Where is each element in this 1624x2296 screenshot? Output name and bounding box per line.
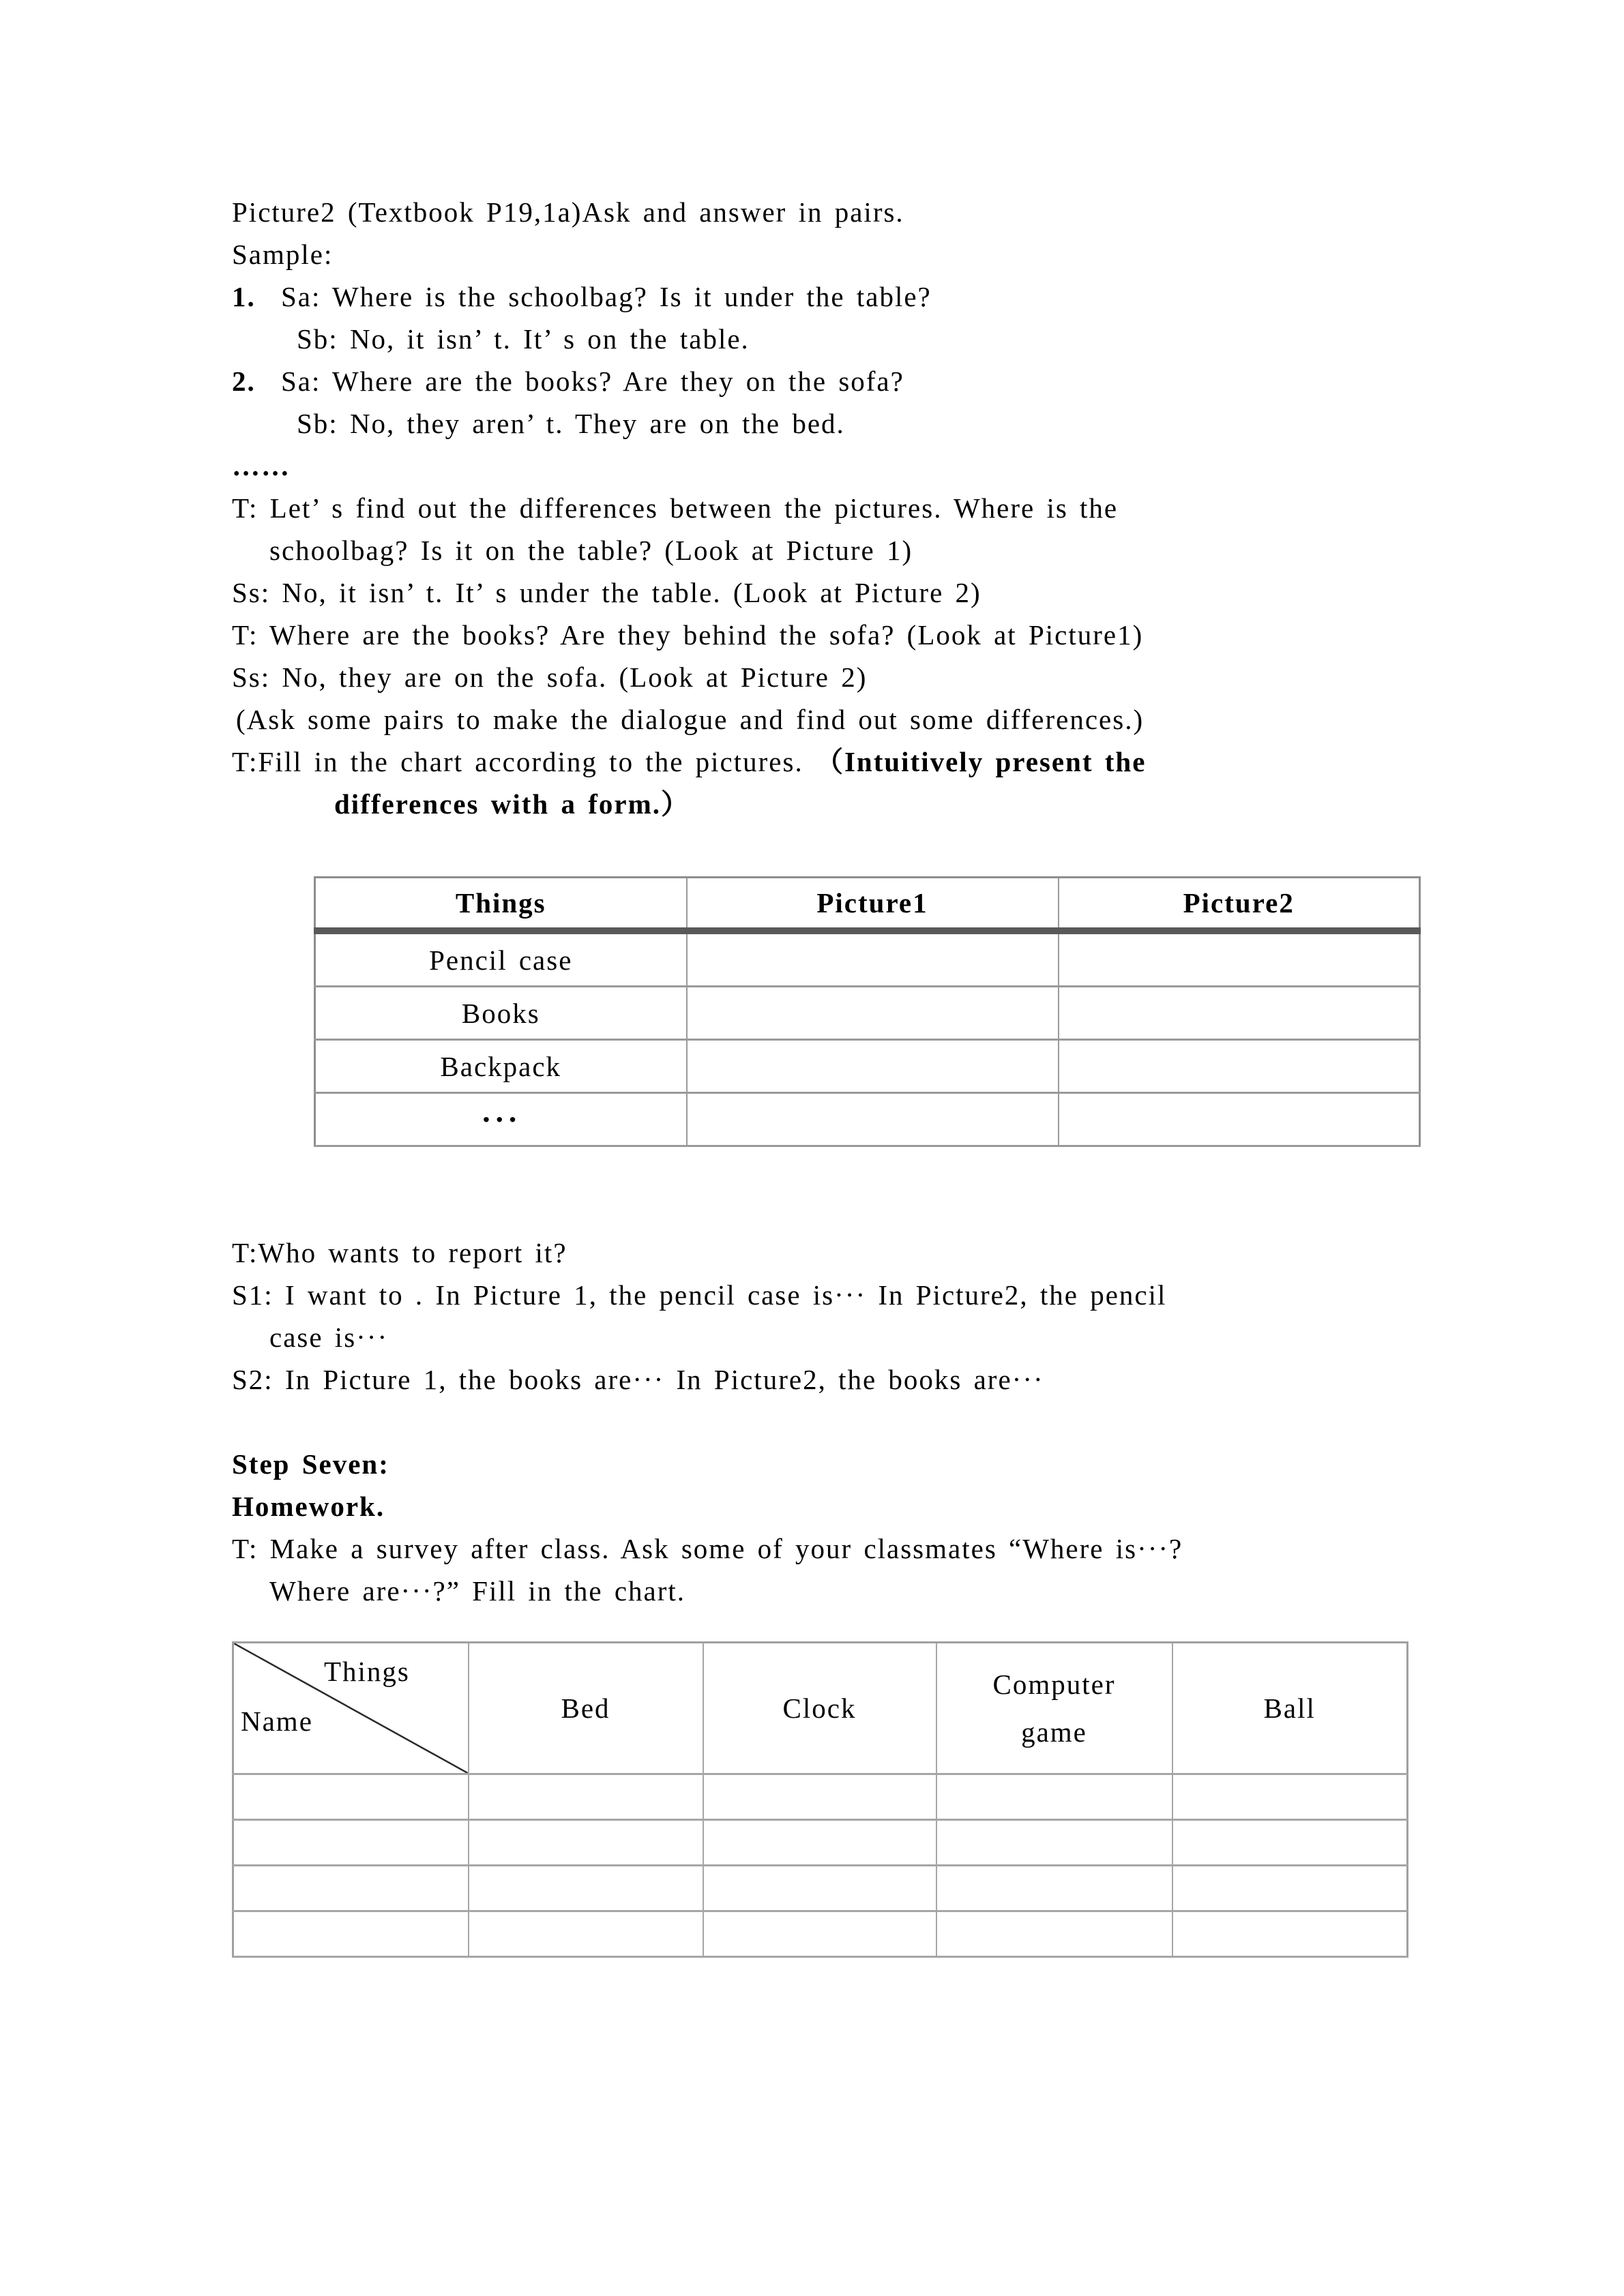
ellipsis-line: …… <box>232 450 291 481</box>
empty-cell <box>1172 1820 1408 1866</box>
dialogue-t1-line2: schoolbag? Is it on the table? (Look at Picture 1) <box>269 535 913 566</box>
table-row <box>233 1911 1408 1957</box>
thing-label-backpack: Backpack <box>315 1040 687 1093</box>
dialogue-ss2: Ss: No, they are on the sofa. (Look at Picture 2) <box>232 661 868 693</box>
dialogue-t1-line1: T: Let’ s find out the differences between the pictures. Where is the <box>232 492 1119 524</box>
empty-cell <box>936 1820 1172 1866</box>
dialogue-ss1: Ss: No, it isn’ t. It’ s under the table. (Look at Picture 2) <box>232 577 981 608</box>
table-row <box>315 1040 1420 1093</box>
report-s2-line: S2: In Picture 1, the books are··· In Picture2, the books are··· <box>232 1364 1044 1395</box>
dialogue-note: (Ask some pairs to make the dialogue and find out some differences.) <box>236 704 1145 735</box>
sample-item-2-sa <box>232 360 1460 402</box>
empty-cell <box>703 1911 936 1957</box>
empty-cell <box>687 1093 1059 1146</box>
table-row <box>233 1774 1408 1820</box>
col-header-clock: Clock <box>703 1643 936 1774</box>
survey-table-header-row <box>233 1643 1408 1774</box>
empty-cell <box>1059 931 1420 987</box>
fill-chart-line1 <box>232 741 1460 783</box>
thing-label-ellipsis: ··· <box>315 1093 687 1146</box>
empty-cell <box>703 1866 936 1911</box>
empty-cell <box>1059 1093 1420 1146</box>
homework-line2: Where are···?” Fill in the chart. <box>269 1575 686 1607</box>
empty-cell <box>233 1911 469 1957</box>
sample-label: Sample: <box>232 239 334 270</box>
col-header-picture2: Picture2 <box>1059 878 1420 931</box>
empty-cell <box>687 987 1059 1040</box>
thing-label-books: Books <box>315 987 687 1040</box>
table-row <box>315 931 1420 987</box>
report-teacher-line: T:Who wants to report it? <box>232 1237 567 1268</box>
list-number: 1. <box>232 281 256 312</box>
empty-cell <box>703 1820 936 1866</box>
list-number: 2. <box>232 366 256 397</box>
fill-chart-bold: （Intuitively present the <box>814 746 1147 777</box>
homework-heading: Homework. <box>232 1491 385 1522</box>
sample-item-2-sb: Sb: No, they aren’ t. They are on the bed. <box>297 408 845 439</box>
col-header-bed: Bed <box>469 1643 703 1774</box>
empty-cell <box>233 1774 469 1820</box>
table-row <box>233 1820 1408 1866</box>
intro-title-line: Picture2 (Textbook P19,1a)Ask and answer in pairs. <box>232 196 904 228</box>
empty-cell <box>469 1911 703 1957</box>
empty-cell <box>936 1774 1172 1820</box>
empty-cell <box>687 1040 1059 1093</box>
step-seven-heading: Step Seven: <box>232 1448 389 1480</box>
col-header-picture1: Picture1 <box>687 878 1059 931</box>
empty-cell <box>1172 1866 1408 1911</box>
empty-cell <box>1059 987 1420 1040</box>
blank-line <box>232 1401 1460 1443</box>
col-header-ball: Ball <box>1172 1643 1408 1774</box>
report-s1-line1: S1: I want to . In Picture 1, the pencil case is··· In Picture2, the pencil <box>232 1279 1167 1311</box>
differences-table-header-row <box>315 878 1420 931</box>
table-row <box>315 987 1420 1040</box>
empty-cell <box>936 1866 1172 1911</box>
corner-header-cell <box>233 1643 469 1774</box>
survey-table <box>232 1641 1408 1958</box>
corner-label-things: Things <box>324 1656 410 1687</box>
empty-cell <box>469 1774 703 1820</box>
empty-cell <box>233 1866 469 1911</box>
empty-cell <box>469 1820 703 1866</box>
thing-label-pencil-case: Pencil case <box>315 931 687 987</box>
fill-chart-regular: T:Fill in the chart according to the pictures. <box>232 746 815 777</box>
table-row <box>315 1093 1420 1146</box>
homework-line1: T: Make a survey after class. Ask some of your classmates “Where is···? <box>232 1533 1183 1564</box>
sample-item-1-sa-text: Sa: Where is the schoolbag? Is it under the table? <box>281 281 932 312</box>
dialogue-t2: T: Where are the books? Are they behind the sofa? (Look at Picture1) <box>232 619 1144 651</box>
empty-cell <box>233 1820 469 1866</box>
report-s1-line2: case is··· <box>269 1322 389 1353</box>
empty-cell <box>469 1866 703 1911</box>
empty-cell <box>936 1911 1172 1957</box>
empty-cell <box>687 931 1059 987</box>
empty-cell <box>1172 1911 1408 1957</box>
sample-item-1-sb: Sb: No, it isn’ t. It’ s on the table. <box>297 323 750 355</box>
empty-cell <box>1059 1040 1420 1093</box>
empty-cell <box>1172 1774 1408 1820</box>
fill-chart-line2: differences with a form.） <box>334 788 690 820</box>
col-header-computer-game: Computer game <box>936 1643 1172 1774</box>
sample-item-1-sa <box>232 275 1460 318</box>
corner-label-name: Name <box>241 1705 313 1737</box>
empty-cell <box>703 1774 936 1820</box>
differences-table <box>314 876 1421 1147</box>
sample-item-2-sa-text: Sa: Where are the books? Are they on the sofa? <box>281 366 904 397</box>
col-header-things: Things <box>315 878 687 931</box>
table-row <box>233 1866 1408 1911</box>
